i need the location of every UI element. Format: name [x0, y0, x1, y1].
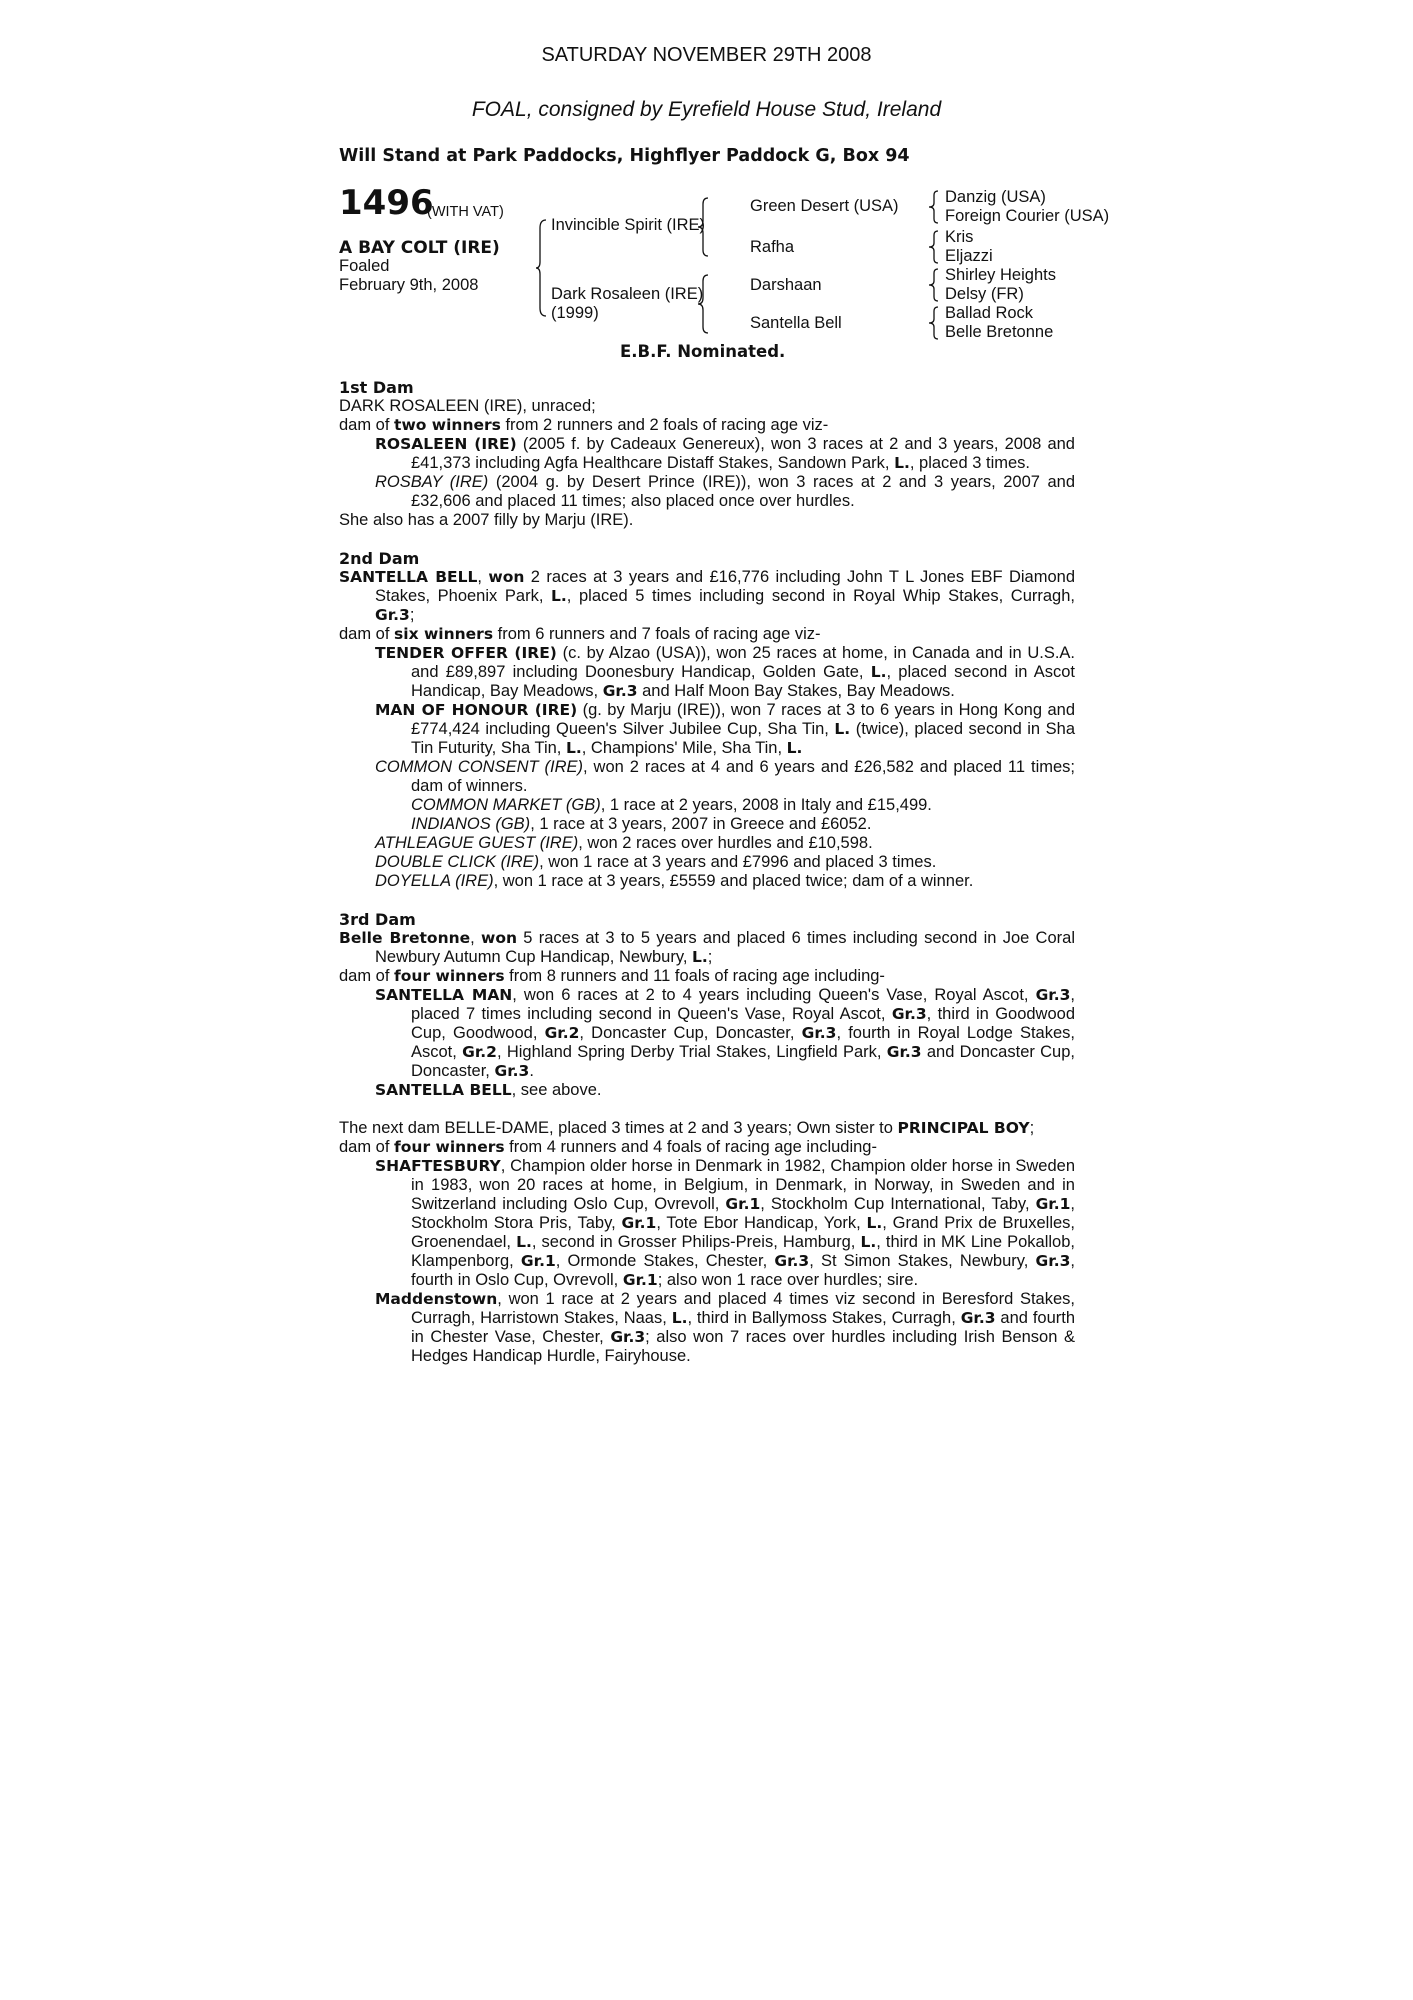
- progeny-entry: DOUBLE CLICK (IRE), won 1 race at 3 years and £7996 and placed 3 times.: [375, 853, 937, 871]
- grand-progeny-entry: COMMON MARKET (GB), 1 race at 2 years, 2008 in Italy and £15,499.: [411, 796, 932, 814]
- pedigree-g-eljazzi: Eljazzi: [945, 247, 993, 265]
- stand-location: Will Stand at Park Paddocks, Highflyer Paddock G, Box 94: [339, 146, 910, 166]
- pedigree-g-danzig: Danzig (USA): [945, 188, 1046, 206]
- progeny-entry: COMMON CONSENT (IRE), won 2 races at 4 and 6 years and £26,582 and placed 11 times; dam of winners.: [375, 758, 1075, 795]
- pedigree-sire-dam: Rafha: [750, 238, 795, 256]
- pedigree-dam-dam: Santella Bell: [750, 314, 842, 332]
- foaled-label: Foaled: [339, 257, 390, 275]
- progeny-entry: ATHLEAGUE GUEST (IRE), won 2 races over hurdles and £10,598.: [375, 834, 873, 852]
- pedigree-brace-dam: [698, 273, 710, 335]
- pedigree-g-ballad-rock: Ballad Rock: [945, 304, 1034, 322]
- first-dam-produce-line: dam of two winners from 2 runners and 2 foals of racing age viz-: [339, 416, 829, 434]
- pedigree-brace-g4: [929, 305, 939, 341]
- first-dam-line: DARK ROSALEEN (IRE), unraced;: [339, 397, 596, 415]
- grand-progeny-entry: INDIANOS (GB), 1 race at 3 years, 2007 in Greece and £6052.: [411, 815, 872, 833]
- progeny-entry: ROSALEEN (IRE) (2005 f. by Cadeaux Genereux), won 3 races at 2 and 3 years, 2008 and £41,373 including Agfa Healthcare Distaff Stakes, Sandown Park, L., placed 3 times.: [375, 435, 1075, 472]
- progeny-entry: MAN OF HONOUR (IRE) (g. by Marju (IRE)), won 7 races at 3 to 6 years in Hong Kong and £774,424 including Queen's Silver Jubilee Cup, Sha Tin, L. (twice), placed second in Sha Tin Futurity, Sha Tin, L., Champions' Mile, Sha Tin, L.: [375, 701, 1075, 757]
- progeny-entry: SANTELLA MAN, won 6 races at 2 to 4 years including Queen's Vase, Royal Ascot, Gr.3, placed 7 times including second in Queen's Vase, Royal Ascot, Gr.3, third in Goodwood Cup, Goodwood, Gr.2, Doncaster Cup, Doncaster, Gr.3, fourth in Royal Lodge Stakes, Ascot, Gr.2, Highland Spring Derby Trial Stakes, Lingfield Park, Gr.3 and Doncaster Cup, Doncaster, Gr.3.: [375, 986, 1075, 1080]
- second-dam-produce-line: dam of six winners from 6 runners and 7 foals of racing age viz-: [339, 625, 821, 643]
- pedigree-sire-sire: Green Desert (USA): [750, 197, 899, 215]
- third-dam-line: Belle Bretonne, won 5 races at 3 to 5 years and placed 6 times including second in Joe Coral Newbury Autumn Cup Handicap, Newbury, L.;: [339, 929, 1075, 966]
- pedigree-brace-g3: [929, 267, 939, 303]
- pedigree-g-foreign-courier: Foreign Courier (USA): [945, 207, 1110, 225]
- lot-number: 1496: [339, 183, 434, 223]
- foaled-date: February 9th, 2008: [339, 276, 479, 294]
- third-dam-produce-line: dam of four winners from 8 runners and 11 foals of racing age including-: [339, 967, 885, 985]
- second-dam-line: SANTELLA BELL, won 2 races at 3 years and £16,776 including John T L Jones EBF Diamond Stakes, Phoenix Park, L., placed 5 times including second in Royal Whip Stakes, Curragh, Gr.3;: [339, 568, 1075, 624]
- first-dam-heading: 1st Dam: [339, 378, 414, 397]
- pedigree-brace-g2: [929, 229, 939, 265]
- pedigree-g-delsy: Delsy (FR): [945, 285, 1024, 303]
- progeny-entry: Maddenstown, won 1 race at 2 years and placed 4 times viz second in Beresford Stakes, Curragh, Harristown Stakes, Naas, L., third in Ballymoss Stakes, Curragh, Gr.3 and fourth in Chester Vase, Chester, Gr.3; also won 7 races over hurdles including Irish Benson & Hedges Handicap Hurdle, Fairyhouse.: [375, 1290, 1076, 1365]
- third-dam-heading: 3rd Dam: [339, 910, 416, 929]
- pedigree-dam: Dark Rosaleen (IRE): [551, 285, 704, 303]
- pedigree-g-shirley-heights: Shirley Heights: [945, 266, 1056, 284]
- progeny-entry: DOYELLA (IRE), won 1 race at 3 years, £5559 and placed twice; dam of a winner.: [375, 872, 974, 890]
- vat-note: (WITH VAT): [427, 204, 504, 220]
- progeny-entry: ROSBAY (IRE) (2004 g. by Desert Prince (IRE)), won 3 races at 2 and 3 years, 2007 and £32,606 and placed 11 times; also placed once over hurdles.: [375, 473, 1076, 510]
- sale-date: SATURDAY NOVEMBER 29TH 2008: [541, 44, 872, 66]
- pedigree-g-kris: Kris: [945, 228, 974, 246]
- pedigree-brace-main: [536, 218, 548, 318]
- pedigree-dam-year: (1999): [551, 304, 599, 322]
- lot-description: A BAY COLT (IRE): [339, 238, 500, 258]
- progeny-entry: SHAFTESBURY, Champion older horse in Denmark in 1982, Champion older horse in Sweden in 1983, won 20 races at home, in Belgium, in Denmark, in Norway, in Sweden and in Switzerland including Oslo Cup, Ovrevoll, Gr.1, Stockholm Cup International, Taby, Gr.1, Stockholm Stora Pris, Taby, Gr.1, Tote Ebor Handicap, York, L., Grand Prix de Bruxelles, Groenendael, L., second in Grosser Philips-Preis, Hamburg, L., third in MK Line Pokallob, Klampenborg, Gr.1, Ormonde Stakes, Chester, Gr.3, St Simon Stakes, Newbury, Gr.3, fourth in Oslo Cup, Ovrevoll, Gr.1; also won 1 race over hurdles; sire.: [375, 1157, 1076, 1289]
- progeny-entry: SANTELLA BELL, see above.: [375, 1081, 602, 1099]
- next-dam-line: The next dam BELLE-DAME, placed 3 times at 2 and 3 years; Own sister to PRINCIPAL BOY;: [339, 1119, 1035, 1137]
- ebf-nominated: E.B.F. Nominated.: [620, 342, 786, 361]
- pedigree-sire: Invincible Spirit (IRE): [551, 216, 706, 234]
- second-dam-heading: 2nd Dam: [339, 549, 420, 568]
- first-dam-note: She also has a 2007 filly by Marju (IRE).: [339, 511, 634, 529]
- pedigree-brace-g1: [929, 189, 939, 225]
- next-dam-produce-line: dam of four winners from 4 runners and 4 foals of racing age including-: [339, 1138, 877, 1156]
- catalogue-body: [339, 378, 1075, 1366]
- consignment-line: FOAL, consigned by Eyrefield House Stud, Ireland: [471, 98, 942, 121]
- progeny-entry: TENDER OFFER (IRE) (c. by Alzao (USA)), won 25 races at home, in Canada and in U.S.A. and £89,897 including Doonesbury Handicap, Golden Gate, L., placed second in Ascot Handicap, Bay Meadows, Gr.3 and Half Moon Bay Stakes, Bay Meadows.: [375, 644, 1075, 700]
- pedigree-g-belle-bretonne: Belle Bretonne: [945, 323, 1054, 341]
- pedigree-dam-sire: Darshaan: [750, 276, 822, 294]
- foaled-info: [339, 257, 478, 295]
